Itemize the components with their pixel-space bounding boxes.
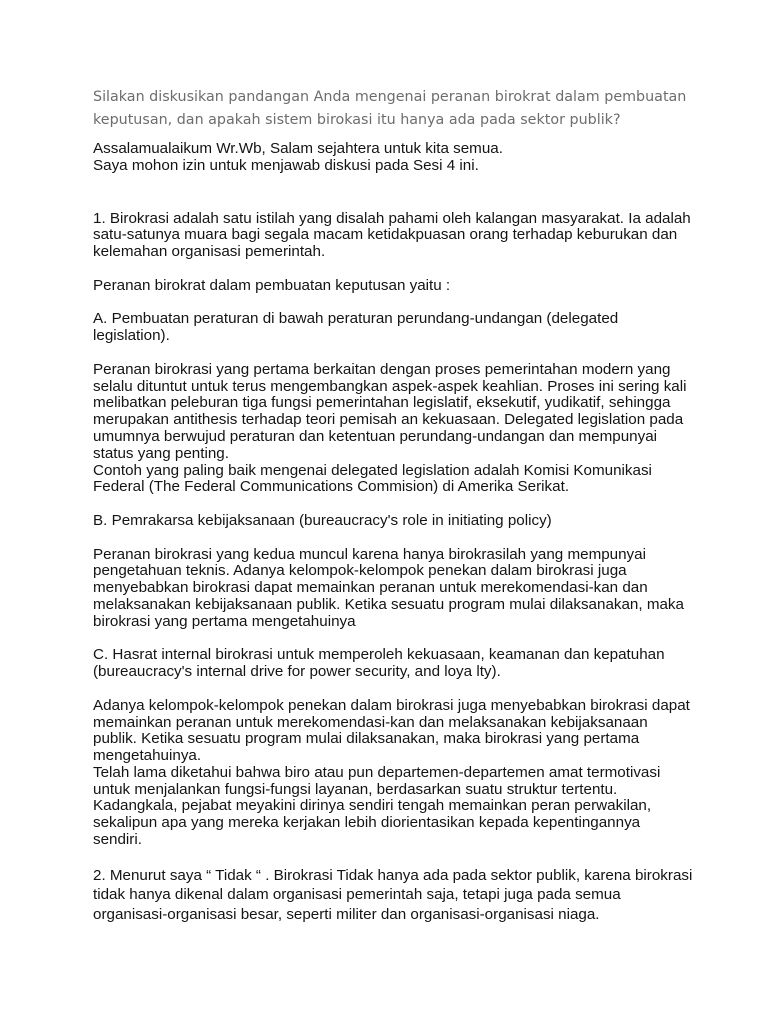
heading-point-c: C. Hasrat internal birokrasi untuk memperoleh kekuasaan, keamanan dan kepatuhan (bureaucracy's internal drive for power security, and loya lty). xyxy=(93,646,665,681)
greeting xyxy=(93,141,693,175)
paragraph-point-2: 2. Menurut saya “ Tidak “ . Birokrasi Tidak hanya ada pada sektor publik, karena birokrasi tidak hanya dikenal dalam organisasi pemerintah saja, tetapi juga pada semua organisasi-organisasi besar, seperti militer dan organisasi-organisasi niaga. xyxy=(93,866,693,923)
discussion-question: Silakan diskusikan pandangan Anda mengenai peranan birokrat dalam pembuatan keputusan, dan apakah sistem birokasi itu hanya ada pada sektor publik? xyxy=(93,89,687,128)
paragraph-point-1: 1. Birokrasi adalah satu istilah yang disalah pahami oleh kalangan masyarakat. Ia adalah satu-satunya muara bagi segala macam ketidakpuasan orang terhadap keburukan dan kelemahan organisasi pemerintah. xyxy=(93,209,691,261)
heading-point-a: A. Pembuatan peraturan di bawah peraturan perundang-undangan (delegated legislation). xyxy=(93,310,619,345)
document-page xyxy=(93,86,693,924)
paragraph-delegated-legislation: Peranan birokrasi yang pertama berkaitan dengan proses pemerintahan modern yang selalu dituntut untuk terus mengembangkan aspek-aspek keahlian. Proses ini sering kali melibatkan peleburan tiga fungsi pemerintahan legislatif, eksekutif, yudikatif, sehingga merupakan antithesis terhadap teori pemisah an kekuasaan. Delegated legislation pada umumnya berwujud peraturan dan ketentuan perundang-undangan dan mempunyai status yang penting. Contoh yang paling baik mengenai delegated legislation adalah Komisi Komunikasi Federal (The Federal Communications Commision) di Amerika Serikat. xyxy=(93,362,693,496)
paragraph-roles-intro: Peranan birokrat dalam pembuatan keputusan yaitu : xyxy=(93,276,451,294)
greeting-line-intro: Saya mohon izin untuk menjawab diskusi pada Sesi 4 ini. xyxy=(93,156,479,174)
paragraph-representation: Kadangkala, pejabat meyakini dirinya sendiri tengah memainkan peran perwakilan, sekalipun apa yang mereka kerjakan lebih diorientasikan kepada kepentingannya sendiri. xyxy=(93,797,652,849)
paragraph-internal-drive: Adanya kelompok-kelompok penekan dalam birokrasi juga menyebabkan birokrasi dapat memainkan peranan untuk merekomendasi-kan dan melaksanakan kebijaksanaan publik. Ketika sesuatu program mulai dilaksanakan, maka birokrasi yang pertama mengetahuinya. Telah lama diketahui bahwa biro atau pun departemen-departemen amat termotivasi untuk menjalankan fungsi-fungsi layanan, berdasarkan suatu struktur tertentu. Kadangkala, pejabat meyakini dirinya sendiri tengah memainkan peran perwakilan, sekalipun apa yang mereka kerjakan lebih diorientasikan kepada kepentingannya sendiri. xyxy=(93,698,693,849)
paragraph-service-motivation: Telah lama diketahui bahwa biro atau pun departemen-departemen amat termotivasi untuk menjalankan fungsi-fungsi layanan, berdasarkan suatu struktur tertentu. xyxy=(93,763,661,798)
greeting-line-salam: Assalamualaikum Wr.Wb, Salam sejahtera untuk kita semua. xyxy=(93,140,503,157)
paragraph-policy-initiator: Peranan birokrasi yang kedua muncul karena hanya birokrasilah yang mempunyai pengetahuan teknis. Adanya kelompok-kelompok penekan dalam birokrasi juga menyebabkan birokrasi dapat memainkan peranan untuk merekomendasi-kan dan melaksanakan kebijaksanaan publik. Ketika sesuatu program mulai dilaksanakan, maka birokrasi yang pertama mengetahuinya xyxy=(93,545,684,630)
paragraph-delegated-example: Contoh yang paling baik mengenai delegated legislation adalah Komisi Komunikasi Federal (The Federal Communications Commision) di Amerika Serikat. xyxy=(93,461,652,496)
heading-point-b: B. Pemrakarsa kebijaksanaan (bureaucracy's role in initiating policy) xyxy=(93,511,552,529)
